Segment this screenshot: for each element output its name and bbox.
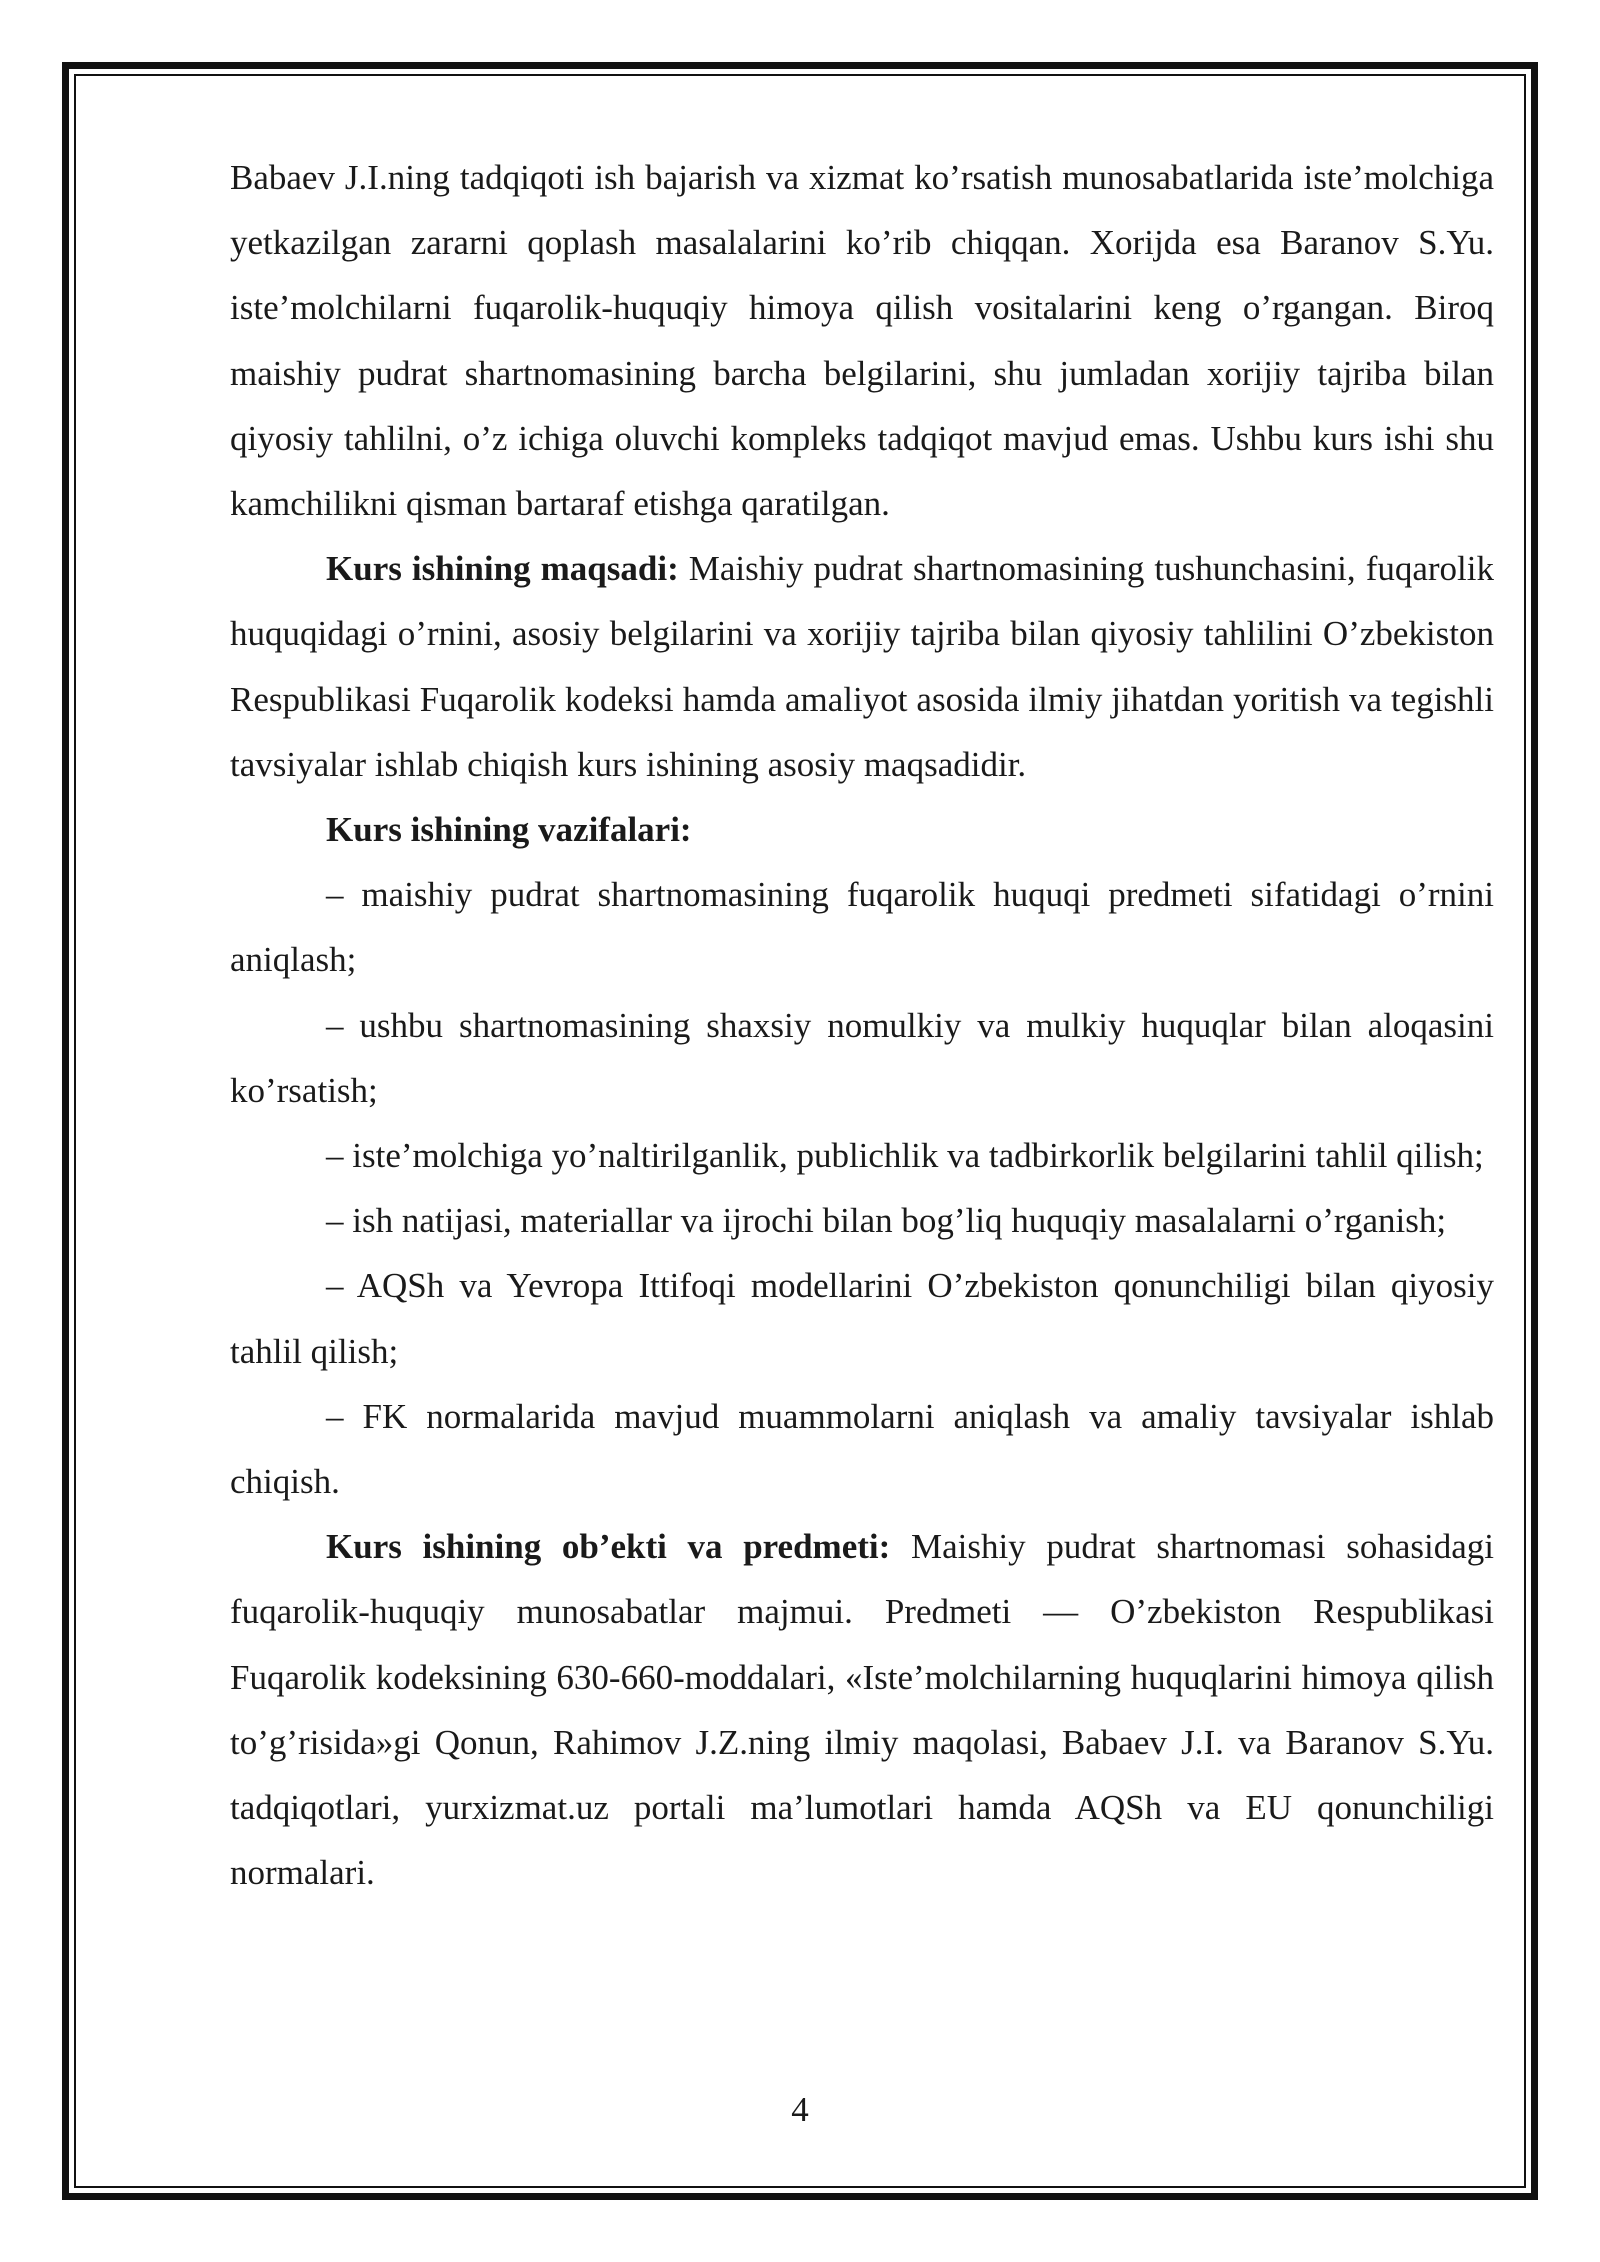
- tasks-heading: Kurs ishining vazifalari:: [326, 810, 692, 850]
- document-body: [230, 145, 1494, 1905]
- object-heading: Kurs ishining ob’ekti va predmeti:: [326, 1527, 891, 1567]
- goal-paragraph: [230, 536, 1494, 797]
- object-text: Maishiy pudrat shartnomasi sohasidagi fuqarolik-huquqiy munosabatlar majmui. Predmeti — O’zbekiston Respublikasi Fuqarolik kodeksining 630-660-moddalari, «Iste’molchilarning huquqlarini himoya qilish to’g’risida»gi Qonun, Rahimov J.Z.ning ilmiy maqolasi, Babaev J.I. va Baranov S.Yu. tadqiqotlari, yurxizmat.uz portali ma’lumotlari hamda AQSh va EU qonunchiligi normalari.: [230, 1527, 1494, 1893]
- task-item: – ushbu shartnomasining shaxsiy nomulkiy va mulkiy huquqlar bilan aloqasini ko’rsatish;: [230, 1005, 1494, 1110]
- task-item: – maishiy pudrat shartnomasining fuqarolik huquqi predmeti sifatidagi o’rnini aniqlash;: [230, 875, 1494, 980]
- page-number: 4: [791, 2090, 809, 2129]
- task-item: – ish natijasi, materiallar va ijrochi bilan bog’liq huquqiy masalalarni o’rganish;: [326, 1201, 1447, 1241]
- goal-heading: Kurs ishining maqsadi:: [326, 549, 679, 589]
- tasks-heading-paragraph: [230, 797, 1494, 862]
- task-item: – AQSh va Yevropa Ittifoqi modellarini O’zbekiston qonunchiligi bilan qiyosiy tahlil qilish;: [230, 1266, 1494, 1371]
- object-paragraph: [230, 1514, 1494, 1905]
- intro-paragraph: Babaev J.I.ning tadqiqoti ish bajarish va xizmat ko’rsatish munosabatlarida iste’molchiga yetkazilgan zararni qoplash masalalarini ko’rib chiqqan. Xorijda esa Baranov S.Yu. iste’molchilarni fuqarolik-huquqiy himoya qilish vositalarini keng o’rgangan. Biroq maishiy pudrat shartnomasining barcha belgilarini, shu jumladan xorijiy tajriba bilan qiyosiy tahlilni, o’z ichiga oluvchi kompleks tadqiqot mavjud emas. Ushbu kurs ishi shu kamchilikni qisman bartaraf etishga qaratilgan.: [230, 158, 1494, 524]
- goal-text: Maishiy pudrat shartnomasining tushunchasini, fuqarolik huquqidagi o’rnini, asosiy belgilarini va xorijiy tajriba bilan qiyosiy tahlilini O’zbekiston Respublikasi Fuqarolik kodeksi hamda amaliyot asosida ilmiy jihatdan yoritish va tegishli tavsiyalar ishlab chiqish kurs ishining asosiy maqsadidir.: [230, 549, 1494, 784]
- task-item: – FK normalarida mavjud muammolarni aniqlash va amaliy tavsiyalar ishlab chiqish.: [230, 1396, 1494, 1502]
- task-item: – iste’molchiga yo’naltirilganlik, publichlik va tadbirkorlik belgilarini tahlil qilish;: [326, 1136, 1484, 1176]
